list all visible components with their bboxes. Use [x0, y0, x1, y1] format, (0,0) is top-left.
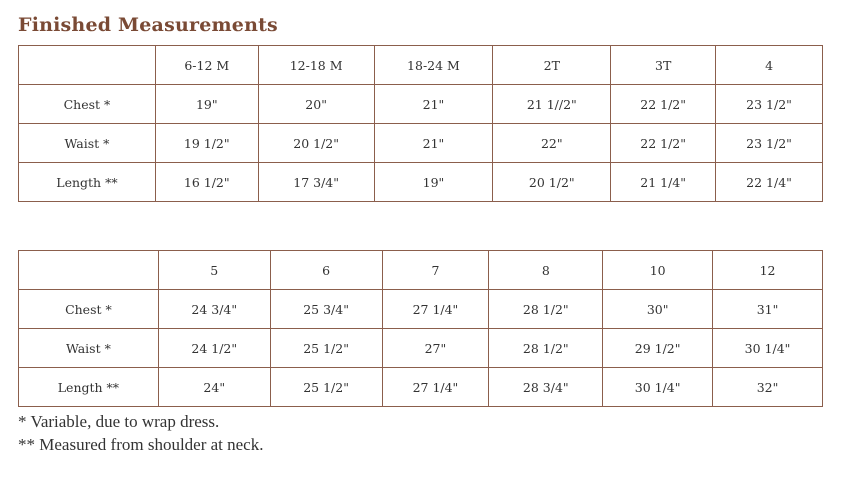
- table-cell: 23 1/2": [716, 85, 823, 124]
- table-cell: 16 1/2": [155, 163, 258, 202]
- header-cell: 10: [603, 251, 713, 290]
- header-cell: [19, 251, 159, 290]
- header-cell: [19, 46, 156, 85]
- header-cell: 3T: [611, 46, 716, 85]
- table-cell: 22 1/2": [611, 85, 716, 124]
- row-label-length: Length **: [19, 163, 156, 202]
- table-cell: 30 1/4": [713, 329, 823, 368]
- header-cell: 7: [382, 251, 489, 290]
- table-header-row: [19, 46, 823, 85]
- footnotes: [18, 410, 263, 456]
- table-header-row: [19, 251, 823, 290]
- row-label-chest: Chest *: [19, 85, 156, 124]
- table-row: [19, 290, 823, 329]
- header-cell: 8: [489, 251, 603, 290]
- table-row: [19, 329, 823, 368]
- measurements-table-small-sizes: [18, 45, 823, 202]
- table-cell: 21 1//2": [493, 85, 611, 124]
- table-cell: 21": [374, 85, 493, 124]
- table-row: [19, 163, 823, 202]
- header-cell: 12-18 M: [258, 46, 374, 85]
- table-cell: 32": [713, 368, 823, 407]
- table-cell: 21 1/4": [611, 163, 716, 202]
- table-cell: 28 3/4": [489, 368, 603, 407]
- table-cell: 22 1/2": [611, 124, 716, 163]
- table-cell: 21": [374, 124, 493, 163]
- table-cell: 31": [713, 290, 823, 329]
- table-cell: 19": [155, 85, 258, 124]
- header-cell: 6-12 M: [155, 46, 258, 85]
- table-cell: 19": [374, 163, 493, 202]
- measurements-table-large-sizes: [18, 250, 823, 407]
- header-cell: 18-24 M: [374, 46, 493, 85]
- table-cell: 25 3/4": [270, 290, 382, 329]
- table-cell: 28 1/2": [489, 329, 603, 368]
- table-cell: 28 1/2": [489, 290, 603, 329]
- table-cell: 25 1/2": [270, 329, 382, 368]
- header-cell: 5: [158, 251, 270, 290]
- table-cell: 27": [382, 329, 489, 368]
- row-label-chest: Chest *: [19, 290, 159, 329]
- table-cell: 22 1/4": [716, 163, 823, 202]
- table-cell: 17 3/4": [258, 163, 374, 202]
- table-cell: 27 1/4": [382, 368, 489, 407]
- header-cell: 6: [270, 251, 382, 290]
- table-cell: 29 1/2": [603, 329, 713, 368]
- table-cell: 19 1/2": [155, 124, 258, 163]
- table-row: [19, 85, 823, 124]
- header-cell: 12: [713, 251, 823, 290]
- table-cell: 20": [258, 85, 374, 124]
- footnote-measured: ** Measured from shoulder at neck.: [18, 435, 264, 454]
- table-cell: 24": [158, 368, 270, 407]
- table-cell: 22": [493, 124, 611, 163]
- header-cell: 2T: [493, 46, 611, 85]
- table-cell: 30 1/4": [603, 368, 713, 407]
- row-label-waist: Waist *: [19, 124, 156, 163]
- row-label-waist: Waist *: [19, 329, 159, 368]
- header-cell: 4: [716, 46, 823, 85]
- table-cell: 30": [603, 290, 713, 329]
- table-cell: 24 3/4": [158, 290, 270, 329]
- table-row: [19, 368, 823, 407]
- table-cell: 25 1/2": [270, 368, 382, 407]
- table-cell: 27 1/4": [382, 290, 489, 329]
- page-title: Finished Measurements: [18, 14, 278, 36]
- footnote-variable: * Variable, due to wrap dress.: [18, 412, 220, 431]
- table-cell: 20 1/2": [493, 163, 611, 202]
- table-cell: 23 1/2": [716, 124, 823, 163]
- table-row: [19, 124, 823, 163]
- table-cell: 20 1/2": [258, 124, 374, 163]
- table-cell: 24 1/2": [158, 329, 270, 368]
- row-label-length: Length **: [19, 368, 159, 407]
